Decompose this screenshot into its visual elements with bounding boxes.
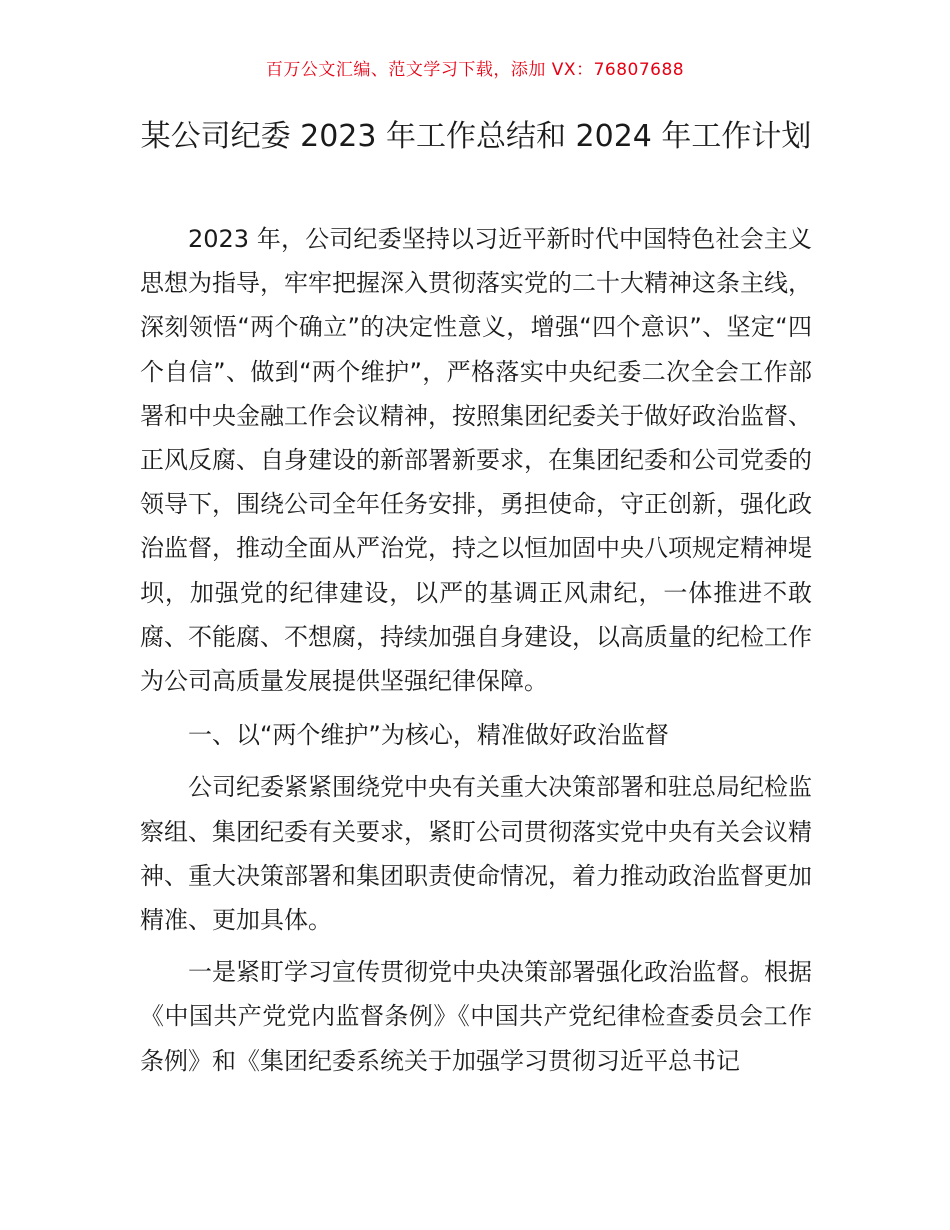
header-watermark-note: 百万公文汇编、范文学习下载，添加 VX：76807688 [265,60,685,80]
section-1-heading: 一、以“两个维护”为核心，精准做好政治监督 [188,721,669,750]
section-1-item-1-paragraph: 一是紧盯学习宣传贯彻党中央决策部署强化政治监督。根据《中国共产党党内监督条例》《中国共产党纪律检查委员会工作条例》和《集团纪委系统关于加强学习贯彻习近平总书记 [140,958,812,1075]
intro-paragraph: 2023 年，公司纪委坚持以习近平新时代中国特色社会主义思想为指导，牢牢把握深入贯彻落实党的二十大精神这条主线，深刻领悟“两个确立”的决定性意义，增强“四个意识”、坚定“四个自信”、做到“两个维护”，严格落实中央纪委二次全会工作部署和中央金融工作会议精神，按照集团纪委关于做好政治监督、正风反腐、自身建设的新部署新要求，在集团纪委和公司党委的领导下，围绕公司全年任务安排，勇担使命，守正创新，强化政治监督，推动全面从严治党，持之以恒加固中央八项规定精神堤坝，加强党的纪律建设，以严的基调正风肃纪，一体推进不敢腐、不能腐、不想腐，持续加强自身建设，以高质量的纪检工作为公司高质量发展提供坚强纪律保障。 [140,225,812,696]
document-title: 某公司纪委 2023 年工作总结和 2024 年工作计划 [140,119,812,154]
section-1-paragraph: 公司纪委紧紧围绕党中央有关重大决策部署和驻总局纪检监察组、集团纪委有关要求，紧盯公司贯彻落实党中央有关会议精神、重大决策部署和集团职责使命情况，着力推动政治监督更加精准、更加具体。 [140,773,812,935]
document-body [140,217,812,1083]
